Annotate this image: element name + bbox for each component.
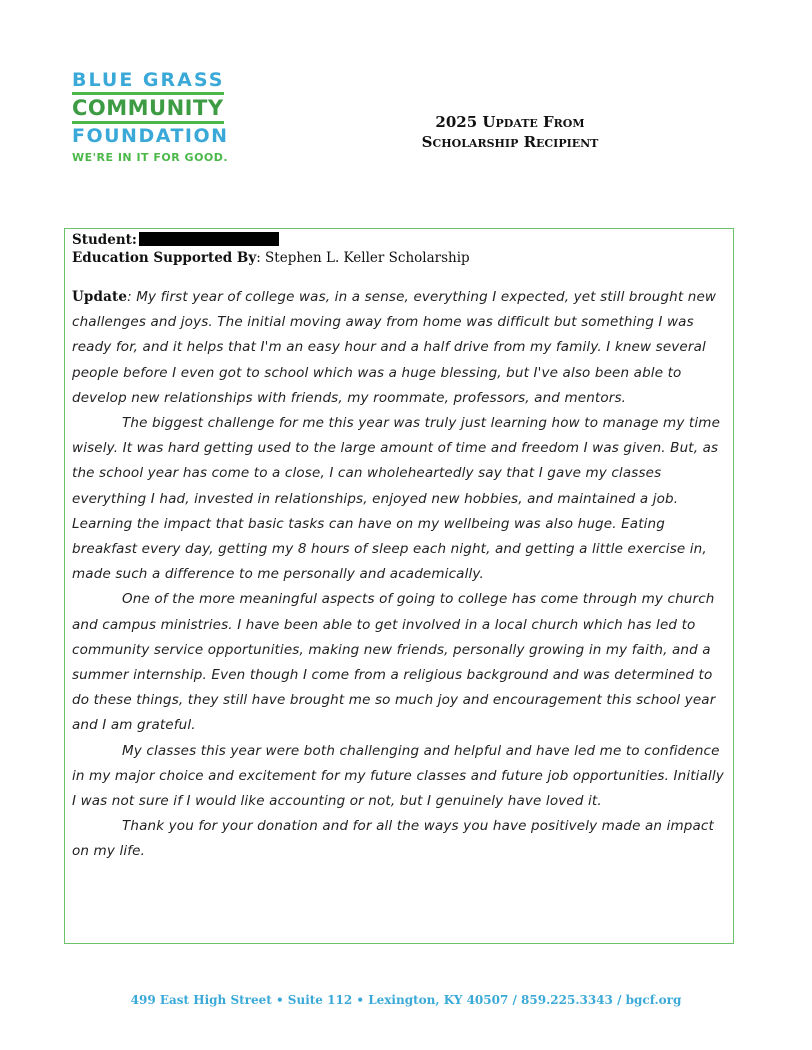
education-row <box>72 249 470 267</box>
paragraph-1-text: : My first year of college was, in a sense, everything I expected, yet still brought new challenges and joys. The initial moving away from home was difficult but something I was ready for, and it helps that I'm an easy hour and a half drive from my family. I knew several people before I even got to school which was a huge blessing, but I've also been able to develop new relationships with friends, my roommate, professors, and mentors. <box>72 289 717 406</box>
logo-divider-bottom <box>72 121 224 124</box>
logo-line-foundation: FOUNDATION <box>72 125 229 147</box>
education-value: : Stephen L. Keller Scholarship <box>256 250 470 266</box>
recipient-meta <box>72 231 470 267</box>
education-label: Education Supported By <box>72 250 257 266</box>
letter-paragraph-4: My classes this year were both challenging and helpful and have led me to confidence in my major choice and excitement for my future classes and future job opportunities. Initially I was not sure if I would like accounting or not, but I genuinely have loved it. <box>72 742 724 810</box>
document-title-line2: Scholarship Recipient <box>421 133 599 151</box>
letter-paragraph-1 <box>72 285 732 411</box>
logo-line-community: COMMUNITY <box>72 96 224 120</box>
logo-line-blue-grass: BLUE GRASS <box>72 69 225 91</box>
student-row <box>72 231 470 249</box>
letter-body <box>72 285 732 865</box>
redacted-student-name <box>139 232 279 246</box>
logo-divider-top <box>72 92 224 95</box>
document-title-line1: 2025 Update From <box>435 113 585 131</box>
update-label: Update <box>72 289 128 305</box>
letter-paragraph-3: One of the more meaningful aspects of going to college has come through my church and campus ministries. I have been able to get involved in a local church which has led to community service opportunities, making new friends, personally growing in my faith, and a summer internship. Even though I come from a religious background and was determined to do these things, they still have brought me so much joy and encouragement this school year and I am grateful. <box>72 591 716 734</box>
letter-paragraph-5: Thank you for your donation and for all the ways you have positively made an impact on my life. <box>72 818 714 860</box>
foundation-logo <box>72 70 242 164</box>
document-title <box>390 112 630 152</box>
letter-paragraph-2: The biggest challenge for me this year was truly just learning how to manage my time wisely. It was hard getting used to the large amount of time and freedom I was given. But, as the school year has come to a close, I can wholeheartedly say that I gave my classes everything I had, invested in relationships, enjoyed new hobbies, and maintained a job. Learning the impact that basic tasks can have on my wellbeing was also huge. Eating breakfast every day, getting my 8 hours of sleep each night, and getting a little exercise in, made such a difference to me personally and academically. <box>72 415 721 583</box>
student-label: Student: <box>72 232 137 248</box>
footer-contact: 499 East High Street • Suite 112 • Lexington, KY 40507 / 859.225.3343 / bgcf.org <box>130 993 682 1007</box>
logo-tagline: WE'RE IN IT FOR GOOD. <box>72 151 229 164</box>
